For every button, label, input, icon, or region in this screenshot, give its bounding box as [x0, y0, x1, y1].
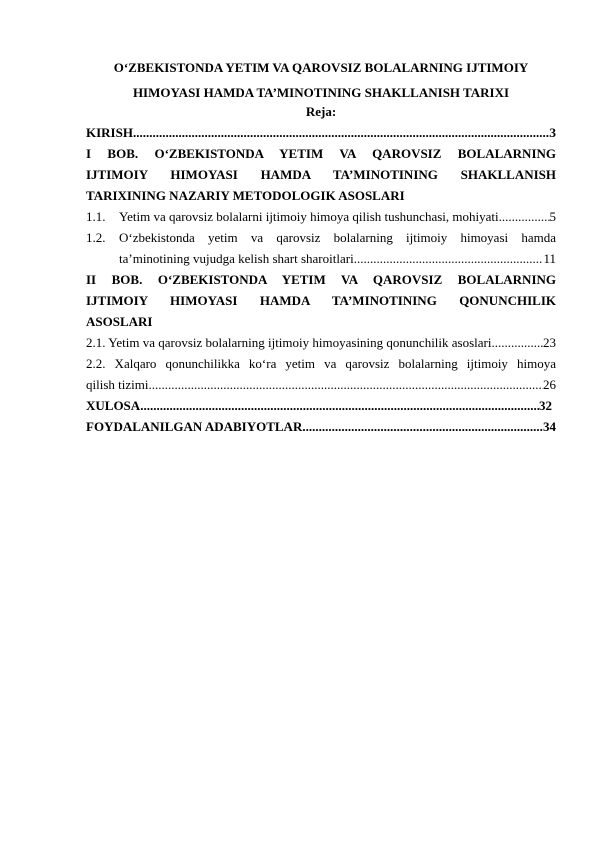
toc-section-1-2	[86, 227, 556, 248]
toc-page-number: 26	[543, 377, 556, 392]
toc-entry-xulosa	[86, 395, 556, 416]
dot-leader	[133, 122, 550, 143]
toc-chapter-2-line-1: II BOB. O‘ZBEKISTONDA YETIM VA QAROVSIZ BOLALARNING	[86, 272, 556, 287]
toc-entry-title: XULOSA	[86, 398, 141, 413]
toc-page-number: 23	[543, 335, 556, 350]
title-line-1: O‘ZBEKISTONDA YETIM VA QAROVSIZ BOLALARNING IJTIMOIY	[113, 60, 529, 75]
dot-leader	[354, 248, 544, 269]
toc-entry-kirish	[86, 122, 556, 143]
toc-page-number: 34	[543, 419, 556, 434]
toc-section-1-2-continued	[86, 248, 556, 269]
dot-leader	[148, 374, 543, 395]
document-page	[86, 55, 556, 437]
toc-page-number: 32	[539, 398, 552, 413]
toc-section-2-2-line-1: 2.2. Xalqaro qonunchilikka ko‘ra yetim va qarovsiz bolalarning ijtimoiy himoya	[86, 356, 556, 371]
toc-chapter-1-line-1: I BOB. O‘ZBEKISTONDA YETIM VA QAROVSIZ BOLALARNING	[86, 146, 556, 161]
toc-chapter-2-line-3: ASOSLARI	[86, 314, 153, 329]
dot-leader	[492, 332, 544, 353]
toc-page-number: 3	[549, 125, 556, 140]
toc-section-2-1	[86, 332, 556, 353]
toc-section-1-1	[86, 206, 556, 227]
toc-entry-adabiyotlar	[86, 416, 556, 437]
toc-page-number: 5	[549, 209, 556, 224]
toc-chapter-2-line-2: IJTIMOIY HIMOYASI HAMDA TA’MINOTINING QONUNCHILIK	[86, 293, 556, 308]
document-title	[86, 55, 556, 105]
toc-entry-title: FOYDALANILGAN ADABIYOTLAR	[86, 419, 303, 434]
toc-entry-title: O‘zbekistonda yetim va qarovsiz bolalarning ijtimoiy himoyasi hamda	[119, 230, 556, 245]
toc-chapter-1-line-2: IJTIMOIY HIMOYASI HAMDA TA’MINOTINING SHAKLLANISH	[86, 167, 556, 182]
toc-chapter-1-line-3: TARIXINING NAZARIY METODOLOGIK ASOSLARI	[86, 188, 405, 203]
section-number: 1.2.	[86, 230, 106, 245]
toc-section-2-2-line-2	[86, 374, 556, 395]
toc-entry-title: Yetim va qarovsiz bolalarni ijtimoiy himoya qilish tushunchasi, mohiyati	[119, 209, 499, 224]
plan-heading: Reja:	[305, 104, 337, 119]
toc-entry-title: ta’minotining vujudga kelish shart sharoitlari	[119, 251, 354, 266]
toc-entry-title: 2.1. Yetim va qarovsiz bolalarning ijtimoiy himoyasining qonunchilik asoslari	[86, 335, 492, 350]
section-number: 1.1.	[86, 209, 106, 224]
dot-leader	[302, 416, 543, 437]
toc-page-number: 11	[543, 251, 556, 266]
toc-entry-title: KIRISH	[86, 125, 133, 140]
title-line-2: HIMOYASI HAMDA TA’MINOTINING SHAKLLANISH TARIXI	[132, 85, 510, 100]
table-of-contents	[86, 122, 556, 437]
toc-entry-title: qilish tizimi	[86, 377, 149, 392]
dot-leader	[499, 206, 550, 227]
dot-leader	[140, 395, 539, 416]
